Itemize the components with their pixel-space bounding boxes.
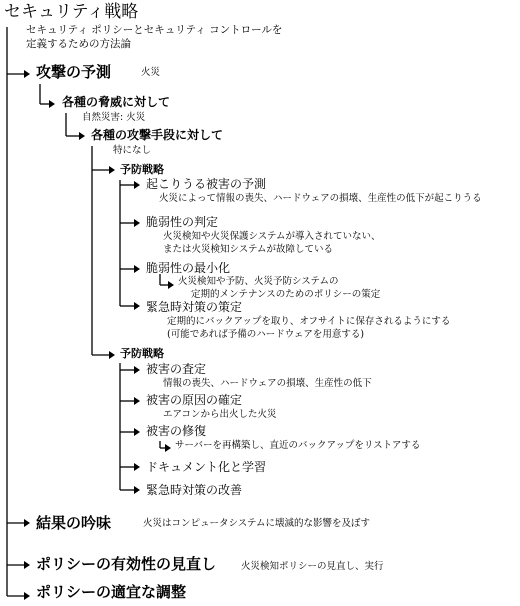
arrow-proactive-item-2-head [134,219,140,227]
arrow-proactive-item-4-head [134,302,140,310]
node-per-threat: 各種の脅威に対して [62,95,171,109]
node-adjust-policy: ポリシーの適宜な調整 [36,583,187,601]
reactive-item-5: 緊急時対策の改善 [146,483,243,497]
proactive-item-3-note-2: 定期的メンテナンスのためのポリシーの策定 [191,289,381,300]
note-review-results: 火災はコンピュータシステムに壊滅的な影響を及ぼす [143,518,371,529]
note-review-policy: 火災検知ポリシーの見直し、実行 [241,561,384,572]
arrow-per-threat-head [49,100,55,108]
node-proactive-strategy: 予防戦略 [120,163,164,176]
arrow-proactive-item-3-head [134,265,140,273]
reactive-item-2: 被害の原因の確定 [146,393,243,407]
proactive-item-4-note-2: (可能であれば予備のハードウェアを用意する) [167,329,365,340]
proactive-item-4-note-1: 定期的にバックアップを取り、オフサイトに保存されるようにする [167,316,451,327]
reactive-item-4: ドキュメント化と学習 [146,460,267,474]
proactive-item-4: 緊急時対策の策定 [146,300,243,314]
arrow-proactive-head [109,166,115,174]
node-review-policy: ポリシーの有効性の見直し [36,555,217,573]
arrow-adjust-policy-head [24,592,30,600]
proactive-item-3: 脆弱性の最小化 [146,261,231,275]
reactive-item-3-note: サーバーを再構築し、直近のバックアップをリストアする [175,440,421,451]
arrow-reactive-item-1-head [134,366,140,374]
reactive-item-3: 被害の修復 [146,424,207,438]
arrow-reactive-item-2-head [134,397,140,405]
proactive-item-2-note-2: または火災検知システムが故障している [163,244,334,255]
subtitle-line-2: 定義するための方法論 [26,38,131,50]
arrow-proactive-item-3-note-head [168,281,174,289]
reactive-item-1: 被害の査定 [146,362,207,376]
node-review-results: 結果の吟味 [36,514,112,532]
arrow-predict-attack-head [24,70,30,78]
arrow-proactive-item-1-head [134,181,140,189]
arrow-per-method-head [79,132,85,140]
arrow-reactive-item-5-head [134,486,140,494]
page-title: セキュリティ戦略 [4,2,139,22]
proactive-item-2: 脆弱性の判定 [146,215,219,229]
note-per-method: 特になし [113,145,152,156]
proactive-item-1-note: 火災によって情報の喪失、ハードウェアの損壊、生産性の低下が起こりうる [159,193,482,204]
subtitle-line-1: セキュリティ ポリシーとセキュリティ コントロールを [26,24,283,36]
arrow-reactive-head [109,351,115,359]
note-per-threat: 自然災害: 火災 [82,112,146,123]
arrow-reactive-item-4-head [134,463,140,471]
arrow-review-results-head [24,519,30,527]
proactive-item-3-note-1: 火災検知や予防、火災予防システムの [178,276,339,287]
proactive-item-1: 起こりうる被害の予測 [146,177,267,191]
arrow-reactive-item-3-head [134,428,140,436]
proactive-item-2-note-1: 火災検知や火災保護システムが導入されていない、 [163,231,381,242]
node-reactive-strategy: 予防戦略 [120,347,164,360]
node-per-method: 各種の攻撃手段に対して [91,128,224,142]
note-predict-attack: 火災 [141,67,161,78]
reactive-item-1-note: 情報の喪失、ハードウェアの損壊、生産性の低下 [163,378,372,389]
reactive-item-2-note: エアコンから出火した火災 [163,409,277,420]
arrow-review-policy-head [24,561,30,569]
arrow-reactive-item-3-note-head [165,444,171,452]
node-predict-attack: 攻撃の予測 [36,63,112,81]
